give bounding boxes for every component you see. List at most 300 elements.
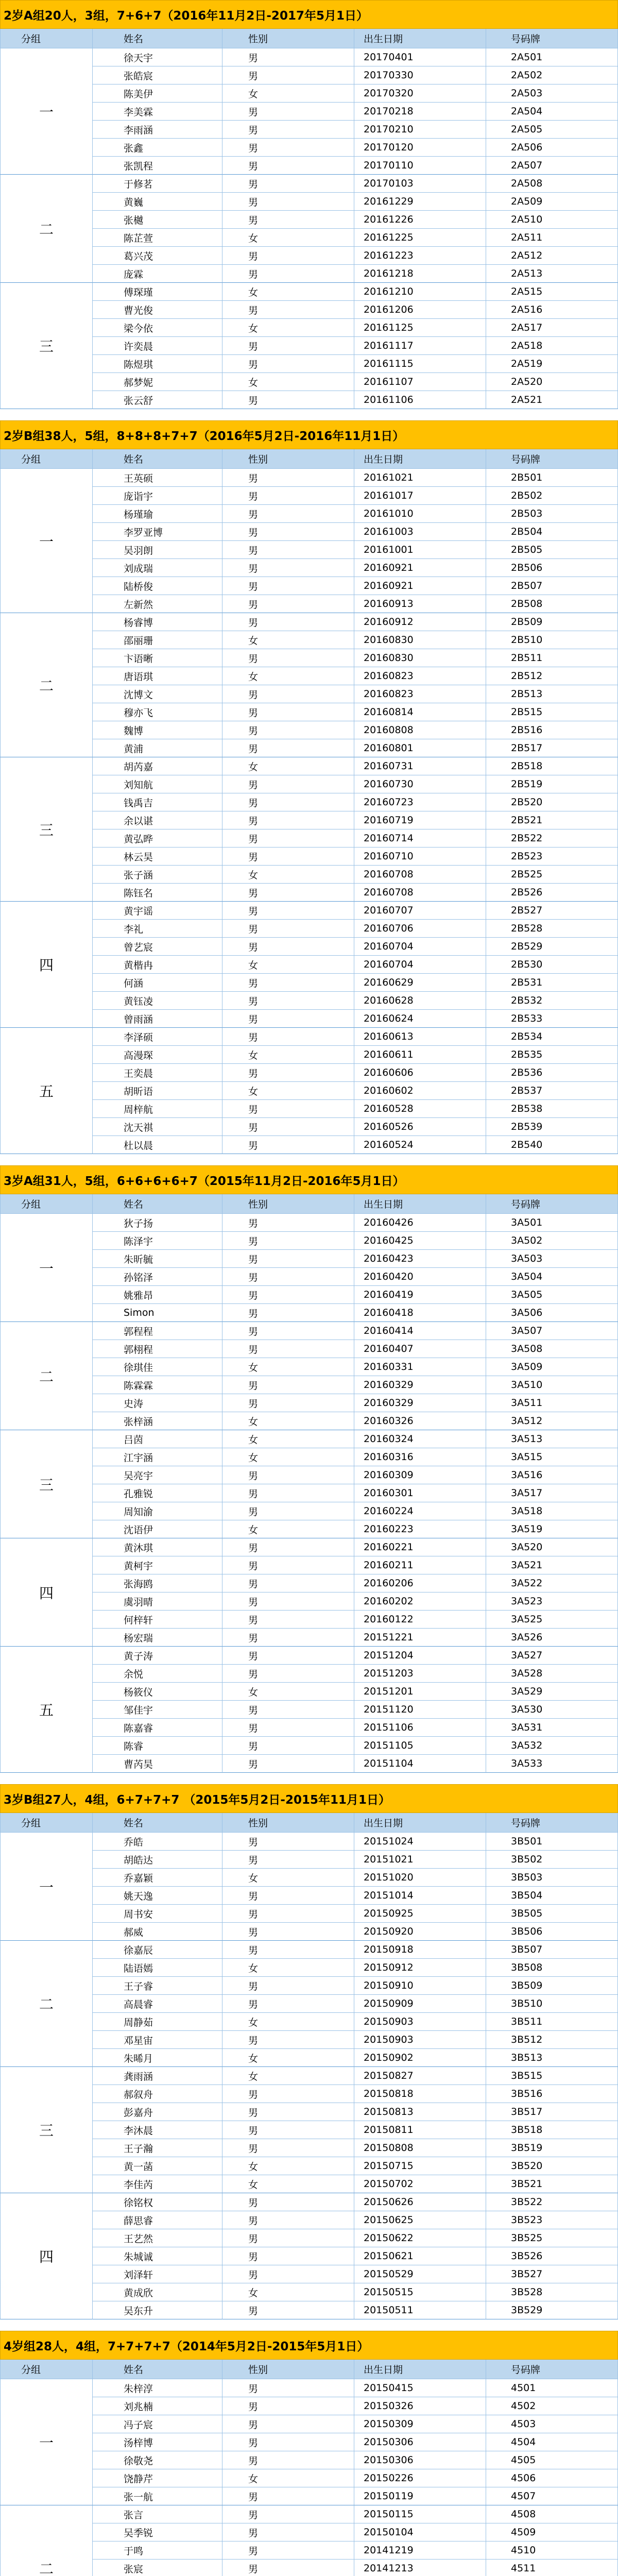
cell-tag: 3B525	[486, 2229, 618, 2247]
header-name: 姓名	[93, 1813, 222, 1833]
cell-tag: 3B510	[486, 1995, 618, 2013]
cell-tag: 4509	[486, 2523, 618, 2541]
cell-birth: 20160324	[354, 1430, 486, 1448]
cell-tag: 2B511	[486, 649, 618, 667]
cell-gender: 男	[222, 2265, 354, 2283]
cell-birth: 20170120	[354, 139, 486, 157]
group-block	[0, 613, 618, 757]
cell-name: 李罗亚博	[93, 523, 222, 541]
cell-gender: 男	[222, 1592, 354, 1611]
cell-gender: 女	[222, 1046, 354, 1064]
cell-tag: 2B540	[486, 1136, 618, 1154]
cell-gender: 女	[222, 229, 354, 247]
table-row	[93, 2505, 618, 2523]
group-rows	[93, 2505, 618, 2576]
table-row	[93, 559, 618, 577]
cell-tag: 3A530	[486, 1701, 618, 1719]
cell-name: 汤梓博	[93, 2433, 222, 2451]
cell-birth: 20160707	[354, 902, 486, 920]
table-row	[93, 2451, 618, 2469]
cell-birth: 20150415	[354, 2379, 486, 2397]
table-row	[93, 84, 618, 103]
cell-gender: 男	[222, 48, 354, 66]
cell-tag: 3A513	[486, 1430, 618, 1448]
cell-name: 李泽硕	[93, 1028, 222, 1046]
cell-birth: 20160611	[354, 1046, 486, 1064]
group-block	[0, 757, 618, 902]
cell-name: 吴亮宇	[93, 1466, 222, 1484]
cell-tag: 2B538	[486, 1100, 618, 1118]
cell-name: 刘兆楠	[93, 2397, 222, 2415]
cell-gender: 男	[222, 1466, 354, 1484]
cell-name: 邵丽珊	[93, 631, 222, 649]
cell-birth: 20160624	[354, 1010, 486, 1028]
cell-birth: 20170103	[354, 175, 486, 193]
cell-birth: 20160921	[354, 577, 486, 595]
cell-gender: 男	[222, 1064, 354, 1082]
table-row	[93, 1358, 618, 1376]
cell-name: 左新然	[93, 595, 222, 613]
cell-gender: 男	[222, 1268, 354, 1286]
cell-gender: 男	[222, 355, 354, 373]
cell-gender: 男	[222, 2139, 354, 2157]
cell-gender: 男	[222, 2415, 354, 2433]
table-row	[93, 1977, 618, 1995]
cell-birth: 20160414	[354, 1322, 486, 1340]
table-row	[93, 1064, 618, 1082]
cell-gender: 女	[222, 2469, 354, 2487]
table-row	[93, 1941, 618, 1959]
table-row	[93, 667, 618, 685]
cell-name: 李礼	[93, 920, 222, 938]
cell-name: 徐琪佳	[93, 1358, 222, 1376]
section-title: 4岁组28人，4组，7+7+7+7（2014年5月2日-2015年5月1日）	[0, 2331, 618, 2360]
cell-tag: 3A501	[486, 1214, 618, 1232]
group-block	[0, 1214, 618, 1322]
cell-tag: 3A507	[486, 1322, 618, 1340]
cell-name: 江宇涵	[93, 1448, 222, 1466]
cell-birth: 20161117	[354, 337, 486, 355]
cell-birth: 20160419	[354, 1286, 486, 1304]
table-row	[93, 1010, 618, 1028]
cell-gender: 男	[222, 247, 354, 265]
header-group: 分组	[0, 29, 93, 48]
header-row	[0, 1194, 618, 1214]
cell-tag: 3B512	[486, 2031, 618, 2049]
cell-name: 孙铭泽	[93, 1268, 222, 1286]
table-row	[93, 956, 618, 974]
cell-birth: 20150626	[354, 2193, 486, 2211]
group-block	[0, 2193, 618, 2319]
cell-name: 高晨睿	[93, 1995, 222, 2013]
table-row	[93, 2211, 618, 2229]
cell-birth: 20150625	[354, 2211, 486, 2229]
roster-section	[0, 420, 618, 1154]
cell-tag: 2A509	[486, 193, 618, 211]
cell-gender: 男	[222, 193, 354, 211]
table-row	[93, 337, 618, 355]
cell-birth: 20151021	[354, 1851, 486, 1869]
cell-gender: 女	[222, 2013, 354, 2031]
cell-name: 刘知航	[93, 775, 222, 793]
cell-tag: 2B517	[486, 739, 618, 757]
cell-name: 张子涵	[93, 866, 222, 884]
cell-tag: 2B512	[486, 667, 618, 685]
cell-name: 王奕晨	[93, 1064, 222, 1082]
cell-birth: 20170401	[354, 48, 486, 66]
cell-name: 杨宏瑞	[93, 1629, 222, 1647]
cell-birth: 20160731	[354, 757, 486, 775]
cell-gender: 男	[222, 1250, 354, 1268]
cell-birth: 20150818	[354, 2085, 486, 2103]
cell-tag: 3B529	[486, 2301, 618, 2319]
cell-gender: 女	[222, 956, 354, 974]
cell-birth: 20160913	[354, 595, 486, 613]
table-row	[93, 2067, 618, 2085]
group-block	[0, 1538, 618, 1647]
group-block	[0, 1941, 618, 2067]
cell-name: 穆亦飞	[93, 703, 222, 721]
cell-birth: 20151104	[354, 1755, 486, 1773]
cell-name: 徐天宇	[93, 48, 222, 66]
table-row	[93, 1905, 618, 1923]
group-rows	[93, 757, 618, 902]
cell-tag: 3B517	[486, 2103, 618, 2121]
cell-tag: 2A502	[486, 66, 618, 84]
roster-section	[0, 0, 618, 409]
table-row	[93, 1082, 618, 1100]
cell-tag: 3B526	[486, 2247, 618, 2265]
group-label: 二	[0, 1322, 93, 1430]
cell-tag: 2B507	[486, 577, 618, 595]
cell-tag: 3B501	[486, 1833, 618, 1851]
cell-name: 胡昕语	[93, 1082, 222, 1100]
cell-birth: 20150918	[354, 1941, 486, 1959]
cell-birth: 20161210	[354, 283, 486, 301]
cell-name: Simon	[93, 1304, 222, 1322]
cell-birth: 20160423	[354, 1250, 486, 1268]
table-row	[93, 1046, 618, 1064]
cell-gender: 男	[222, 1923, 354, 1941]
cell-tag: 3A531	[486, 1719, 618, 1737]
table-row	[93, 1755, 618, 1773]
cell-birth: 20161001	[354, 541, 486, 559]
cell-tag: 3B511	[486, 2013, 618, 2031]
table-row	[93, 811, 618, 829]
cell-name: 何涵	[93, 974, 222, 992]
cell-tag: 3A509	[486, 1358, 618, 1376]
table-row	[93, 1833, 618, 1851]
cell-name: 曾艺宸	[93, 938, 222, 956]
cell-tag: 2B508	[486, 595, 618, 613]
group-rows	[93, 1941, 618, 2067]
table-row	[93, 1737, 618, 1755]
table-row	[93, 1995, 618, 2013]
header-gender: 性别	[222, 2360, 354, 2379]
cell-name: 黄楷冉	[93, 956, 222, 974]
group-label: 二	[0, 1941, 93, 2067]
cell-gender: 男	[222, 139, 354, 157]
table-row	[93, 721, 618, 739]
group-rows	[93, 1833, 618, 1941]
table-row	[93, 1556, 618, 1574]
cell-gender: 男	[222, 2121, 354, 2139]
cell-name: 陆桥俊	[93, 577, 222, 595]
cell-name: 于鸣	[93, 2541, 222, 2560]
header-gender: 性别	[222, 1813, 354, 1833]
cell-tag: 2A519	[486, 355, 618, 373]
group-label: 三	[0, 757, 93, 902]
cell-gender: 女	[222, 1358, 354, 1376]
cell-gender: 男	[222, 505, 354, 523]
group-block	[0, 2067, 618, 2193]
cell-name: 陈嘉睿	[93, 1719, 222, 1737]
cell-tag: 2A507	[486, 157, 618, 175]
cell-name: 李雨涵	[93, 121, 222, 139]
table-row	[93, 1869, 618, 1887]
table-row	[93, 938, 618, 956]
cell-tag: 2B510	[486, 631, 618, 649]
cell-tag: 3B516	[486, 2085, 618, 2103]
cell-birth: 20150529	[354, 2265, 486, 2283]
cell-name: 冯子宸	[93, 2415, 222, 2433]
header-gender: 性别	[222, 449, 354, 469]
cell-tag: 3B505	[486, 1905, 618, 1923]
cell-birth: 20160316	[354, 1448, 486, 1466]
header-tag: 号码牌	[486, 2360, 618, 2379]
cell-name: 沈博文	[93, 685, 222, 703]
header-name: 姓名	[93, 449, 222, 469]
cell-gender: 女	[222, 84, 354, 103]
group-rows	[93, 48, 618, 175]
cell-gender: 男	[222, 1136, 354, 1154]
cell-name: 何梓轩	[93, 1611, 222, 1629]
cell-name: 陈芷萱	[93, 229, 222, 247]
cell-name: 卞语晰	[93, 649, 222, 667]
roster-section	[0, 1165, 618, 1773]
group-label: 四	[0, 2193, 93, 2319]
cell-name: 于修茗	[93, 175, 222, 193]
cell-birth: 20161206	[354, 301, 486, 319]
cell-name: 葛兴茂	[93, 247, 222, 265]
table-row	[93, 1028, 618, 1046]
cell-name: 邹佳宇	[93, 1701, 222, 1719]
table-row	[93, 2157, 618, 2175]
cell-birth: 20161107	[354, 373, 486, 391]
cell-gender: 男	[222, 1502, 354, 1520]
cell-birth: 20150306	[354, 2451, 486, 2469]
cell-tag: 4502	[486, 2397, 618, 2415]
cell-birth: 20150903	[354, 2031, 486, 2049]
cell-name: 杨睿博	[93, 613, 222, 631]
cell-gender: 男	[222, 1286, 354, 1304]
table-row	[93, 1214, 618, 1232]
cell-gender: 女	[222, 1412, 354, 1430]
cell-name: 黄弘晔	[93, 829, 222, 848]
cell-gender: 男	[222, 1995, 354, 2013]
cell-birth: 20141213	[354, 2560, 486, 2576]
cell-birth: 20160420	[354, 1268, 486, 1286]
cell-tag: 2A504	[486, 103, 618, 121]
cell-birth: 20150306	[354, 2433, 486, 2451]
cell-tag: 2B530	[486, 956, 618, 974]
table-row	[93, 613, 618, 631]
table-row	[93, 1538, 618, 1556]
table-row	[93, 1448, 618, 1466]
cell-gender: 男	[222, 1304, 354, 1322]
table-row	[93, 757, 618, 775]
cell-birth: 20160830	[354, 649, 486, 667]
cell-name: 吕茵	[93, 1430, 222, 1448]
cell-gender: 男	[222, 992, 354, 1010]
cell-gender: 男	[222, 1214, 354, 1232]
cell-name: 郭栩程	[93, 1340, 222, 1358]
cell-birth: 20161115	[354, 355, 486, 373]
table-row	[93, 211, 618, 229]
cell-birth: 20160814	[354, 703, 486, 721]
cell-name: 梁今依	[93, 319, 222, 337]
table-row	[93, 2265, 618, 2283]
cell-gender: 女	[222, 373, 354, 391]
cell-name: 陈泽宇	[93, 1232, 222, 1250]
cell-gender: 女	[222, 2175, 354, 2193]
cell-birth: 20160329	[354, 1394, 486, 1412]
cell-tag: 3A517	[486, 1484, 618, 1502]
cell-birth: 20160708	[354, 866, 486, 884]
cell-tag: 2B518	[486, 757, 618, 775]
group-label: 二	[0, 613, 93, 757]
cell-gender: 女	[222, 1448, 354, 1466]
table-row	[93, 1665, 618, 1683]
cell-name: 张樾	[93, 211, 222, 229]
cell-tag: 2B534	[486, 1028, 618, 1046]
cell-tag: 3B506	[486, 1923, 618, 1941]
cell-gender: 男	[222, 595, 354, 613]
cell-name: 朱晞月	[93, 2049, 222, 2067]
cell-name: 乔嘉颖	[93, 1869, 222, 1887]
table-row	[93, 1959, 618, 1977]
cell-tag: 2B502	[486, 487, 618, 505]
cell-gender: 女	[222, 1869, 354, 1887]
cell-gender: 女	[222, 2157, 354, 2175]
roster-section	[0, 2331, 618, 2576]
cell-tag: 4511	[486, 2560, 618, 2576]
cell-birth: 20150515	[354, 2283, 486, 2301]
cell-gender: 女	[222, 2049, 354, 2067]
table-row	[93, 1683, 618, 1701]
cell-tag: 3B521	[486, 2175, 618, 2193]
cell-gender: 男	[222, 1611, 354, 1629]
cell-name: 姚雅昂	[93, 1286, 222, 1304]
table-row	[93, 1484, 618, 1502]
cell-gender: 男	[222, 2379, 354, 2397]
cell-tag: 2B526	[486, 884, 618, 902]
table-row	[93, 48, 618, 66]
table-row	[93, 1647, 618, 1665]
cell-gender: 男	[222, 2085, 354, 2103]
cell-name: 乔皓	[93, 1833, 222, 1851]
cell-birth: 20151105	[354, 1737, 486, 1755]
cell-name: 薛思睿	[93, 2211, 222, 2229]
cell-gender: 男	[222, 1484, 354, 1502]
table-row	[93, 2031, 618, 2049]
group-rows	[93, 1214, 618, 1322]
group-rows	[93, 283, 618, 409]
cell-tag: 3A529	[486, 1683, 618, 1701]
cell-tag: 2B501	[486, 469, 618, 487]
table-row	[93, 2049, 618, 2067]
group-block	[0, 175, 618, 283]
group-block	[0, 1322, 618, 1430]
cell-gender: 男	[222, 2247, 354, 2265]
table-row	[93, 1394, 618, 1412]
cell-tag: 2B523	[486, 848, 618, 866]
cell-tag: 2A505	[486, 121, 618, 139]
cell-gender: 男	[222, 703, 354, 721]
table-row	[93, 829, 618, 848]
table-row	[93, 884, 618, 902]
cell-birth: 20150909	[354, 1995, 486, 2013]
header-row	[0, 2360, 618, 2379]
table-row	[93, 1923, 618, 1941]
table-row	[93, 103, 618, 121]
cell-gender: 男	[222, 848, 354, 866]
cell-gender: 男	[222, 2505, 354, 2523]
cell-birth: 20150912	[354, 1959, 486, 1977]
cell-name: 杨筱仪	[93, 1683, 222, 1701]
cell-name: 杨瑾瑜	[93, 505, 222, 523]
cell-birth: 20150811	[354, 2121, 486, 2139]
cell-gender: 男	[222, 2301, 354, 2319]
cell-gender: 男	[222, 2193, 354, 2211]
cell-birth: 20170210	[354, 121, 486, 139]
cell-birth: 20160708	[354, 884, 486, 902]
cell-birth: 20160704	[354, 956, 486, 974]
cell-birth: 20160602	[354, 1082, 486, 1100]
header-row	[0, 449, 618, 469]
cell-gender: 男	[222, 2433, 354, 2451]
cell-tag: 3A528	[486, 1665, 618, 1683]
cell-birth: 20161003	[354, 523, 486, 541]
cell-name: 邓星宙	[93, 2031, 222, 2049]
cell-tag: 3B502	[486, 1851, 618, 1869]
table-row	[93, 2121, 618, 2139]
group-rows	[93, 902, 618, 1028]
cell-birth: 20150903	[354, 2013, 486, 2031]
header-group: 分组	[0, 2360, 93, 2379]
cell-birth: 20161226	[354, 211, 486, 229]
cell-gender: 男	[222, 541, 354, 559]
cell-gender: 女	[222, 319, 354, 337]
group-label: 五	[0, 1028, 93, 1154]
cell-tag: 2A515	[486, 283, 618, 301]
section-title: 3岁B组27人，4组，6+7+7+7 （2015年5月2日-2015年11月1日）	[0, 1784, 618, 1813]
header-birth: 出生日期	[354, 1194, 486, 1214]
cell-birth: 20161225	[354, 229, 486, 247]
table-row	[93, 1304, 618, 1322]
table-row	[93, 2487, 618, 2505]
cell-gender: 女	[222, 631, 354, 649]
table-row	[93, 487, 618, 505]
cell-tag: 3B509	[486, 1977, 618, 1995]
cell-gender: 男	[222, 1665, 354, 1683]
cell-birth: 20160912	[354, 613, 486, 631]
cell-birth: 20170330	[354, 66, 486, 84]
table-row	[93, 355, 618, 373]
cell-gender: 男	[222, 2031, 354, 2049]
cell-tag: 2B528	[486, 920, 618, 938]
cell-tag: 3A508	[486, 1340, 618, 1358]
